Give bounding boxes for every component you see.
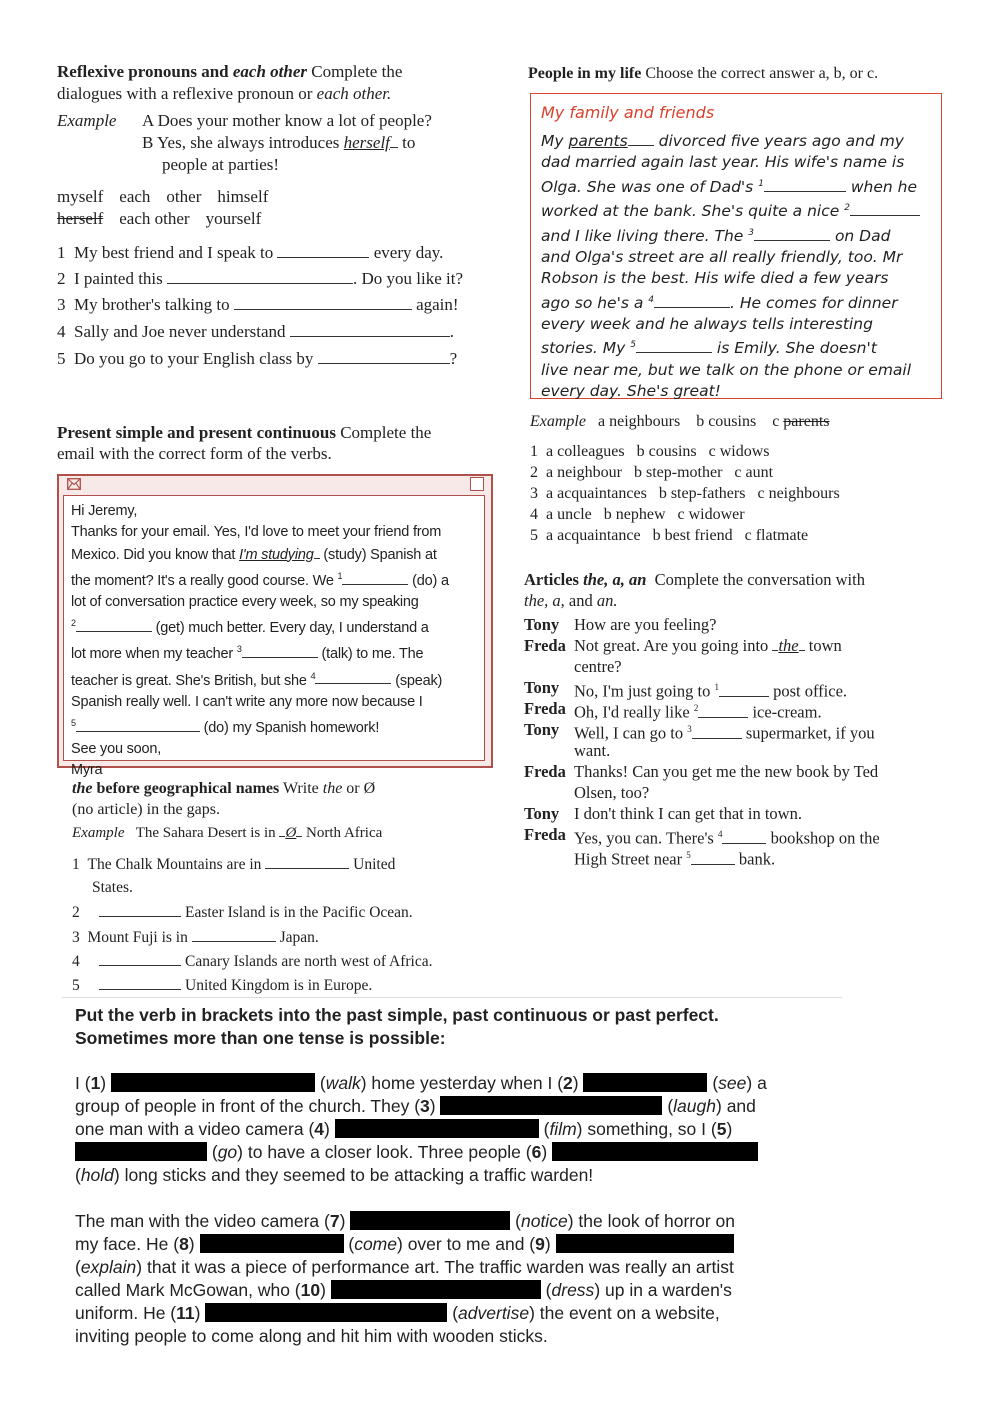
- answer-gap[interactable]: [99, 902, 181, 917]
- geo-item-5: 5 United Kingdom is in Europe.: [72, 977, 373, 994]
- answer-box-3[interactable]: [440, 1096, 662, 1115]
- answer-gap[interactable]: [265, 854, 349, 869]
- answer-box-10[interactable]: [331, 1280, 541, 1299]
- email-line: lot more when my teacher $^3$ (talk) to me. The: [71, 644, 424, 663]
- past-line: one man with a video camera (4) (film) something, so I (5): [75, 1119, 733, 1139]
- past-line: my face. He (8) (come) over to me and (9): [75, 1233, 734, 1256]
- past-line: uniform. He (11) (advertise) the event on a website,: [75, 1303, 720, 1323]
- example-label: Example: [57, 111, 117, 130]
- past-line: The man with the video camera (7) (notice) the look of horror on: [75, 1211, 735, 1231]
- window-maximize-button[interactable]: [470, 477, 484, 491]
- answer-box-1[interactable]: [111, 1073, 315, 1092]
- past-line: (go) to have a closer look. Three people (6): [75, 1141, 758, 1164]
- answer-box-11[interactable]: [205, 1303, 447, 1322]
- past-line: (hold) long sticks and they seemed to be attacking a traffic warden!: [75, 1165, 594, 1185]
- reflexive-title-line2: dialogues with a reflexive pronoun or each other.: [57, 84, 392, 103]
- email-line: Thanks for your email. Yes, I'd love to meet your friend from: [71, 524, 442, 541]
- answer-gap[interactable]: [234, 295, 412, 310]
- box-line: and I like living there. The $^3$ on Dad: [541, 226, 891, 245]
- people-option-1[interactable]: 1 a colleagues b cousins c widows: [530, 443, 770, 460]
- reflexive-title: Reflexive pronouns and each other Complete the: [57, 62, 403, 81]
- answer-gap[interactable]: [698, 703, 748, 718]
- reflexive-item-2: 2 I painted this . Do you like it?: [57, 269, 464, 288]
- email-text: [71, 501, 449, 782]
- box-line: stories. My $^5$ is Emily. She doesn't: [541, 339, 877, 358]
- divider: [62, 997, 842, 998]
- present-title: Present simple and present continuous Complete the: [57, 423, 432, 442]
- people-example: Example a neighbours b cousins c parents: [530, 413, 830, 430]
- past-line: inviting people to come along and hit him with wooden sticks.: [75, 1326, 548, 1346]
- box-line: dad married again last year. His wife's name is: [541, 153, 905, 172]
- answer-gap[interactable]: [290, 322, 450, 337]
- answer-gap[interactable]: [242, 643, 318, 658]
- geo-title-line2: (no article) in the gaps.: [72, 801, 220, 818]
- people-option-3[interactable]: 3 a acquaintances b step-fathers c neighbours: [530, 485, 840, 502]
- envelope-icon: [67, 478, 81, 495]
- past-instruction-1: Put the verb in brackets into the past simple, past continuous or past perfect.: [75, 1005, 719, 1025]
- box-line: every week and he always tells interesting: [541, 315, 873, 333]
- reflexive-item-4: 4 Sally and Joe never understand .: [57, 322, 454, 341]
- answer-gap[interactable]: [167, 269, 353, 284]
- answer-gap[interactable]: [692, 724, 742, 739]
- box-line: and Olga's street are all really friendly, too. Mr: [541, 247, 903, 266]
- email-line: See you soon,: [71, 741, 162, 758]
- box-line: My parents divorced five years ago and my: [541, 132, 904, 150]
- reflexive-item-3: 3 My brother's talking to again!: [57, 295, 459, 314]
- geo-example: Example The Sahara Desert is in Ø North Africa: [72, 822, 382, 844]
- email-line: teacher is great. She's British, but she $^4$ (speak): [71, 670, 443, 689]
- geo-item-4: 4 Canary Islands are north west of Africa.: [72, 953, 433, 970]
- answer-gap[interactable]: [315, 669, 391, 684]
- answer-gap[interactable]: [192, 927, 276, 942]
- past-line: group of people in front of the church. They (3) (laugh) and: [75, 1096, 756, 1116]
- answer-gap[interactable]: [850, 201, 920, 216]
- answer-gap[interactable]: [719, 682, 769, 697]
- example-answer: herself: [343, 133, 390, 152]
- reflexive-item-1: 1 My best friend and I speak to every day.: [57, 243, 444, 262]
- people-option-5[interactable]: 5 a acquaintance b best friend c flatmate: [530, 527, 809, 544]
- box-line: live near me, but we talk on the phone or email: [541, 360, 912, 379]
- box-line: Robson is the best. His wife died a few years: [541, 269, 889, 288]
- email-line: Hi Jeremy,: [71, 503, 138, 519]
- past-instruction-2: Sometimes more than one tense is possible:: [75, 1028, 446, 1048]
- articles-title-line2: the, a, and an.: [524, 591, 618, 610]
- present-title-line2: email with the correct form of the verbs.: [57, 444, 332, 463]
- geo-item-3: 3 Mount Fuji is in Japan.: [72, 929, 319, 946]
- articles-title: Articles the, a, an Complete the conversation with: [524, 570, 865, 589]
- answer-gap[interactable]: [76, 617, 152, 632]
- answer-gap[interactable]: [277, 243, 369, 258]
- answer-box-9[interactable]: [556, 1234, 734, 1253]
- answer-gap[interactable]: [318, 349, 450, 364]
- answer-box-5[interactable]: [75, 1142, 207, 1161]
- word-bank-row1: myself each other himself: [57, 187, 269, 206]
- answer-gap[interactable]: [722, 829, 766, 844]
- word-bank-row2: herself each other yourself: [57, 209, 262, 228]
- email-line: the moment? It's a really good course. We $^1$ (do) a: [71, 570, 449, 589]
- email-line: Myra: [71, 762, 103, 779]
- people-option-2[interactable]: 2 a neighbour b step-mother c aunt: [530, 464, 774, 481]
- geo-title: the before geographical names Write the or Ø: [72, 780, 376, 797]
- email-line: Mexico. Did you know that I'm studying (study) Spanish at: [71, 544, 449, 566]
- example-line-b: B Yes, she always introduces herself to: [142, 133, 416, 152]
- answer-gap[interactable]: [691, 850, 735, 865]
- box-line: worked at the bank. She's quite a nice $^2$: [541, 198, 920, 222]
- answer-box-6[interactable]: [552, 1142, 758, 1161]
- email-line: Spanish really well. I can't write any more now because I: [71, 693, 423, 710]
- answer-gap[interactable]: [764, 177, 846, 192]
- answer-gap[interactable]: [342, 570, 408, 585]
- geo-item-1: 1 The Chalk Mountains are in United: [72, 856, 396, 873]
- family-box-title: My family and friends: [541, 103, 715, 122]
- answer-gap[interactable]: [99, 951, 181, 966]
- answer-box-7[interactable]: [350, 1211, 510, 1230]
- answer-gap[interactable]: [754, 226, 830, 241]
- answer-box-8[interactable]: [200, 1234, 344, 1253]
- box-line: ago so he's a $^4$ . He comes for dinner: [541, 293, 898, 312]
- past-line: I (1) (walk) home yesterday when I (2) (see) a: [75, 1073, 767, 1093]
- example-line-b-cont: people at parties!: [162, 155, 280, 174]
- email-line: $^5$ (do) my Spanish homework!: [71, 717, 380, 736]
- past-line: (explain) that it was a piece of performance art. The traffic warden was really an artist: [75, 1257, 734, 1277]
- answer-box-2[interactable]: [583, 1073, 707, 1092]
- answer-gap[interactable]: [654, 293, 730, 308]
- answer-box-4[interactable]: [335, 1119, 539, 1138]
- answer-gap[interactable]: [76, 717, 200, 732]
- geo-item-2: 2 Easter Island is in the Pacific Ocean.: [72, 904, 413, 921]
- answer-gap[interactable]: [99, 975, 181, 990]
- family-box-text: [541, 131, 920, 402]
- box-line: Olga. She was one of Dad's $^1$ when he: [541, 177, 917, 196]
- email-line: $^2$ (get) much better. Every day, I understand a: [71, 618, 429, 637]
- answer-gap[interactable]: [636, 338, 712, 353]
- example-line-a: A Does your mother know a lot of people?: [142, 111, 432, 130]
- box-line: every day. She's great!: [541, 382, 721, 401]
- email-line: lot of conversation practice every week, so my speaking: [71, 594, 419, 611]
- past-line: called Mark McGowan, who (10) (dress) up in a warden's: [75, 1280, 732, 1300]
- geo-item-1-cont: States.: [92, 879, 133, 896]
- people-title: People in my life Choose the correct answer a, b, or c.: [528, 65, 879, 82]
- reflexive-item-5: 5 Do you go to your English class by ?: [57, 349, 458, 368]
- people-option-4[interactable]: 4 a uncle b nephew c widower: [530, 506, 745, 523]
